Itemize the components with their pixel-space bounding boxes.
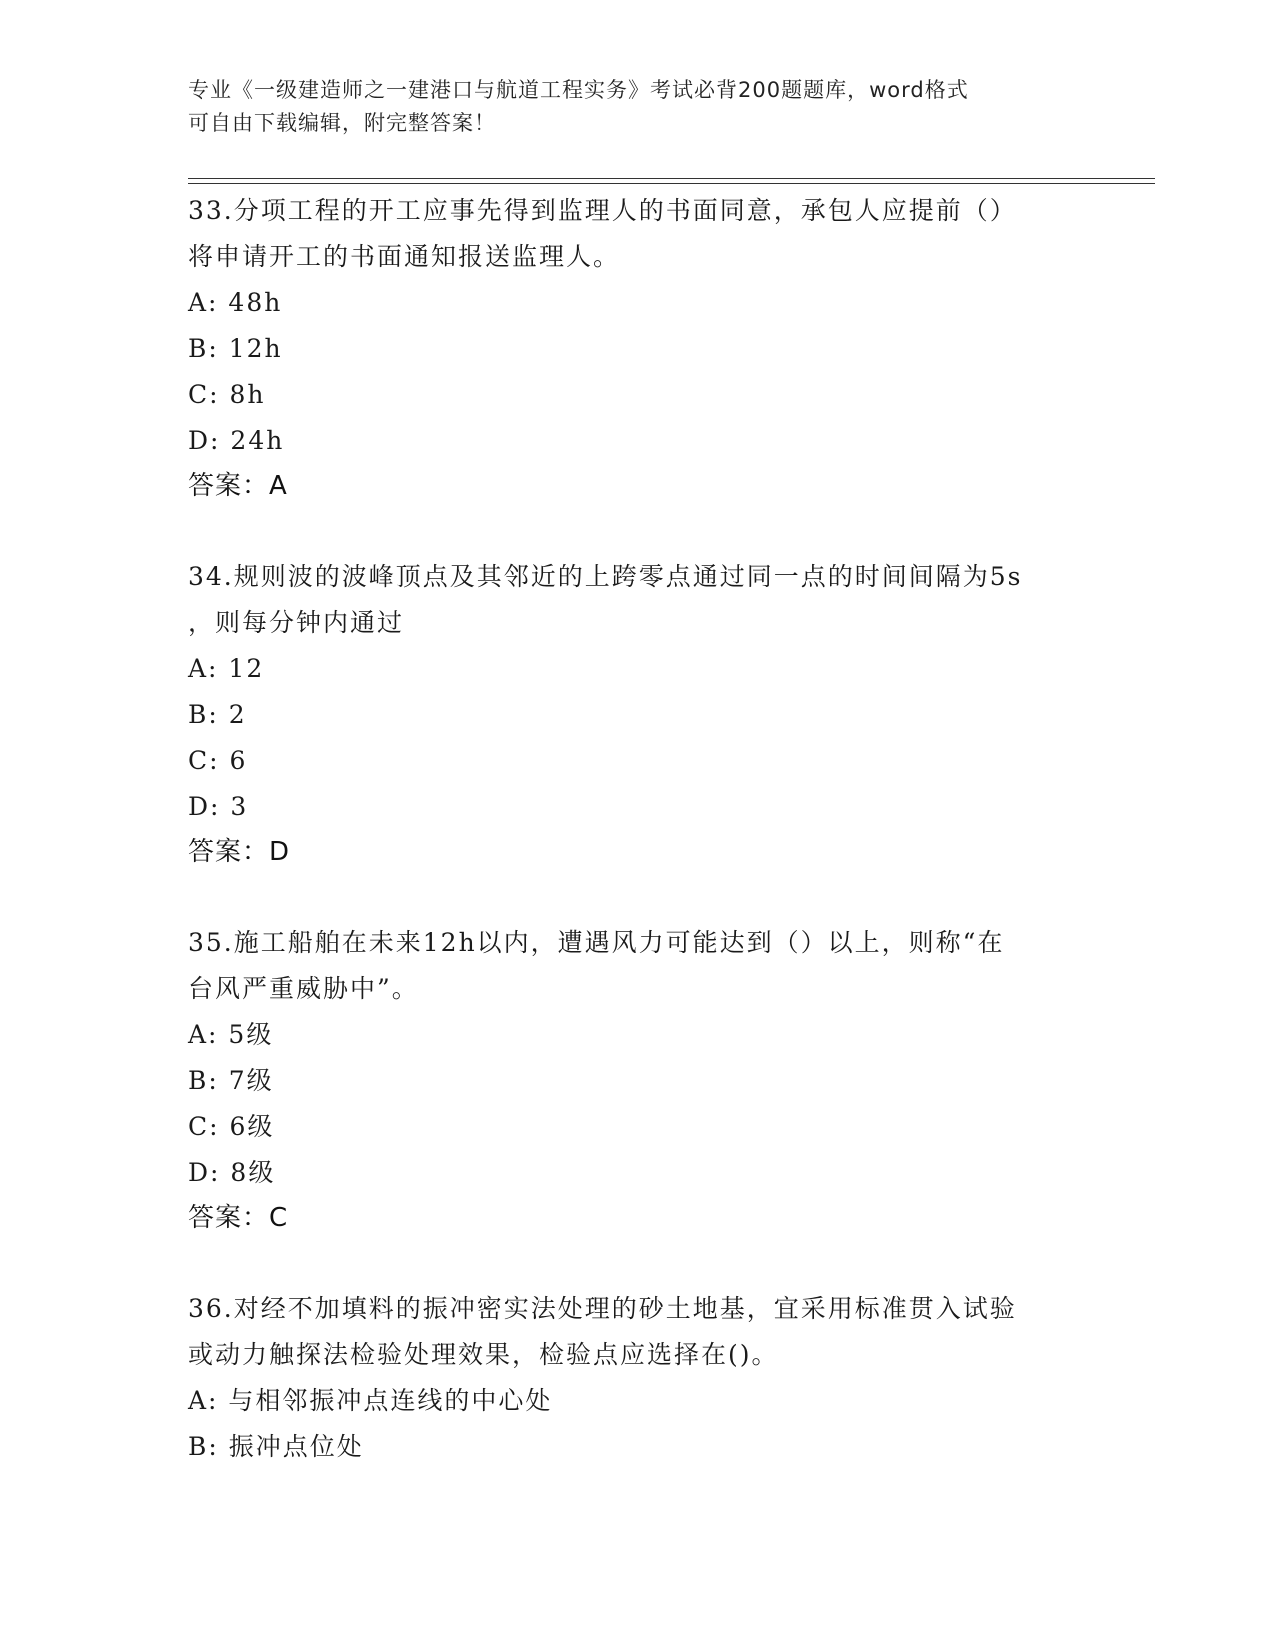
question-36 [188,1286,1088,1470]
option-b: B: 2 [188,700,247,729]
question-stem-line: 台风严重威胁中”。 [188,974,419,1003]
question-stem-line: 将申请开工的书面通知报送监理人。 [188,242,621,271]
answer-line: 答案：D [188,837,291,867]
header-divider-bottom [188,183,1155,184]
question-stem [188,1286,1088,1378]
question-33 [188,188,1088,508]
answer-line: 答案：A [188,471,288,501]
document-header [188,74,1088,140]
question-35 [188,920,1088,1240]
question-stem [188,554,1088,646]
question-stem-line: 36.对经不加填料的振冲密实法处理的砂土地基，宜采用标准贯入试验 [188,1294,1017,1323]
question-stem-line: 33.分项工程的开工应事先得到监理人的书面同意，承包人应提前（） [188,196,1017,225]
option-a: A: 5级 [188,1020,274,1049]
header-line-1: 专业《一级建造师之一建港口与航道工程实务》考试必背200题题库，word格式 [188,78,969,102]
header-line-2: 可自由下载编辑，附完整答案！ [188,111,496,135]
option-d: D: 8级 [188,1158,276,1187]
question-stem [188,188,1088,280]
option-a: A: 12 [188,654,265,683]
option-b: B: 振冲点位处 [188,1432,364,1461]
option-c: C: 6 [188,746,248,775]
option-b: B: 7级 [188,1066,274,1095]
option-d: D: 3 [188,792,249,821]
header-divider-top [188,178,1155,179]
question-stem-line: 或动力触探法检验处理效果，检验点应选择在()。 [188,1340,779,1369]
option-a: A: 48h [188,288,283,317]
question-stem [188,920,1088,1012]
option-d: D: 24h [188,426,285,455]
option-b: B: 12h [188,334,283,363]
question-stem-line: ，则每分钟内通过 [188,608,405,637]
option-c: C: 8h [188,380,266,409]
question-stem-line: 35.施工船舶在未来12h以内，遭遇风力可能达到（）以上，则称“在 [188,928,1005,957]
question-list [188,188,1088,1516]
question-stem-line: 34.规则波的波峰顶点及其邻近的上跨零点通过同一点的时间间隔为5s [188,562,1023,591]
option-c: C: 6级 [188,1112,275,1141]
answer-line: 答案：C [188,1203,289,1233]
question-34 [188,554,1088,874]
option-a: A: 与相邻振冲点连线的中心处 [188,1386,553,1415]
